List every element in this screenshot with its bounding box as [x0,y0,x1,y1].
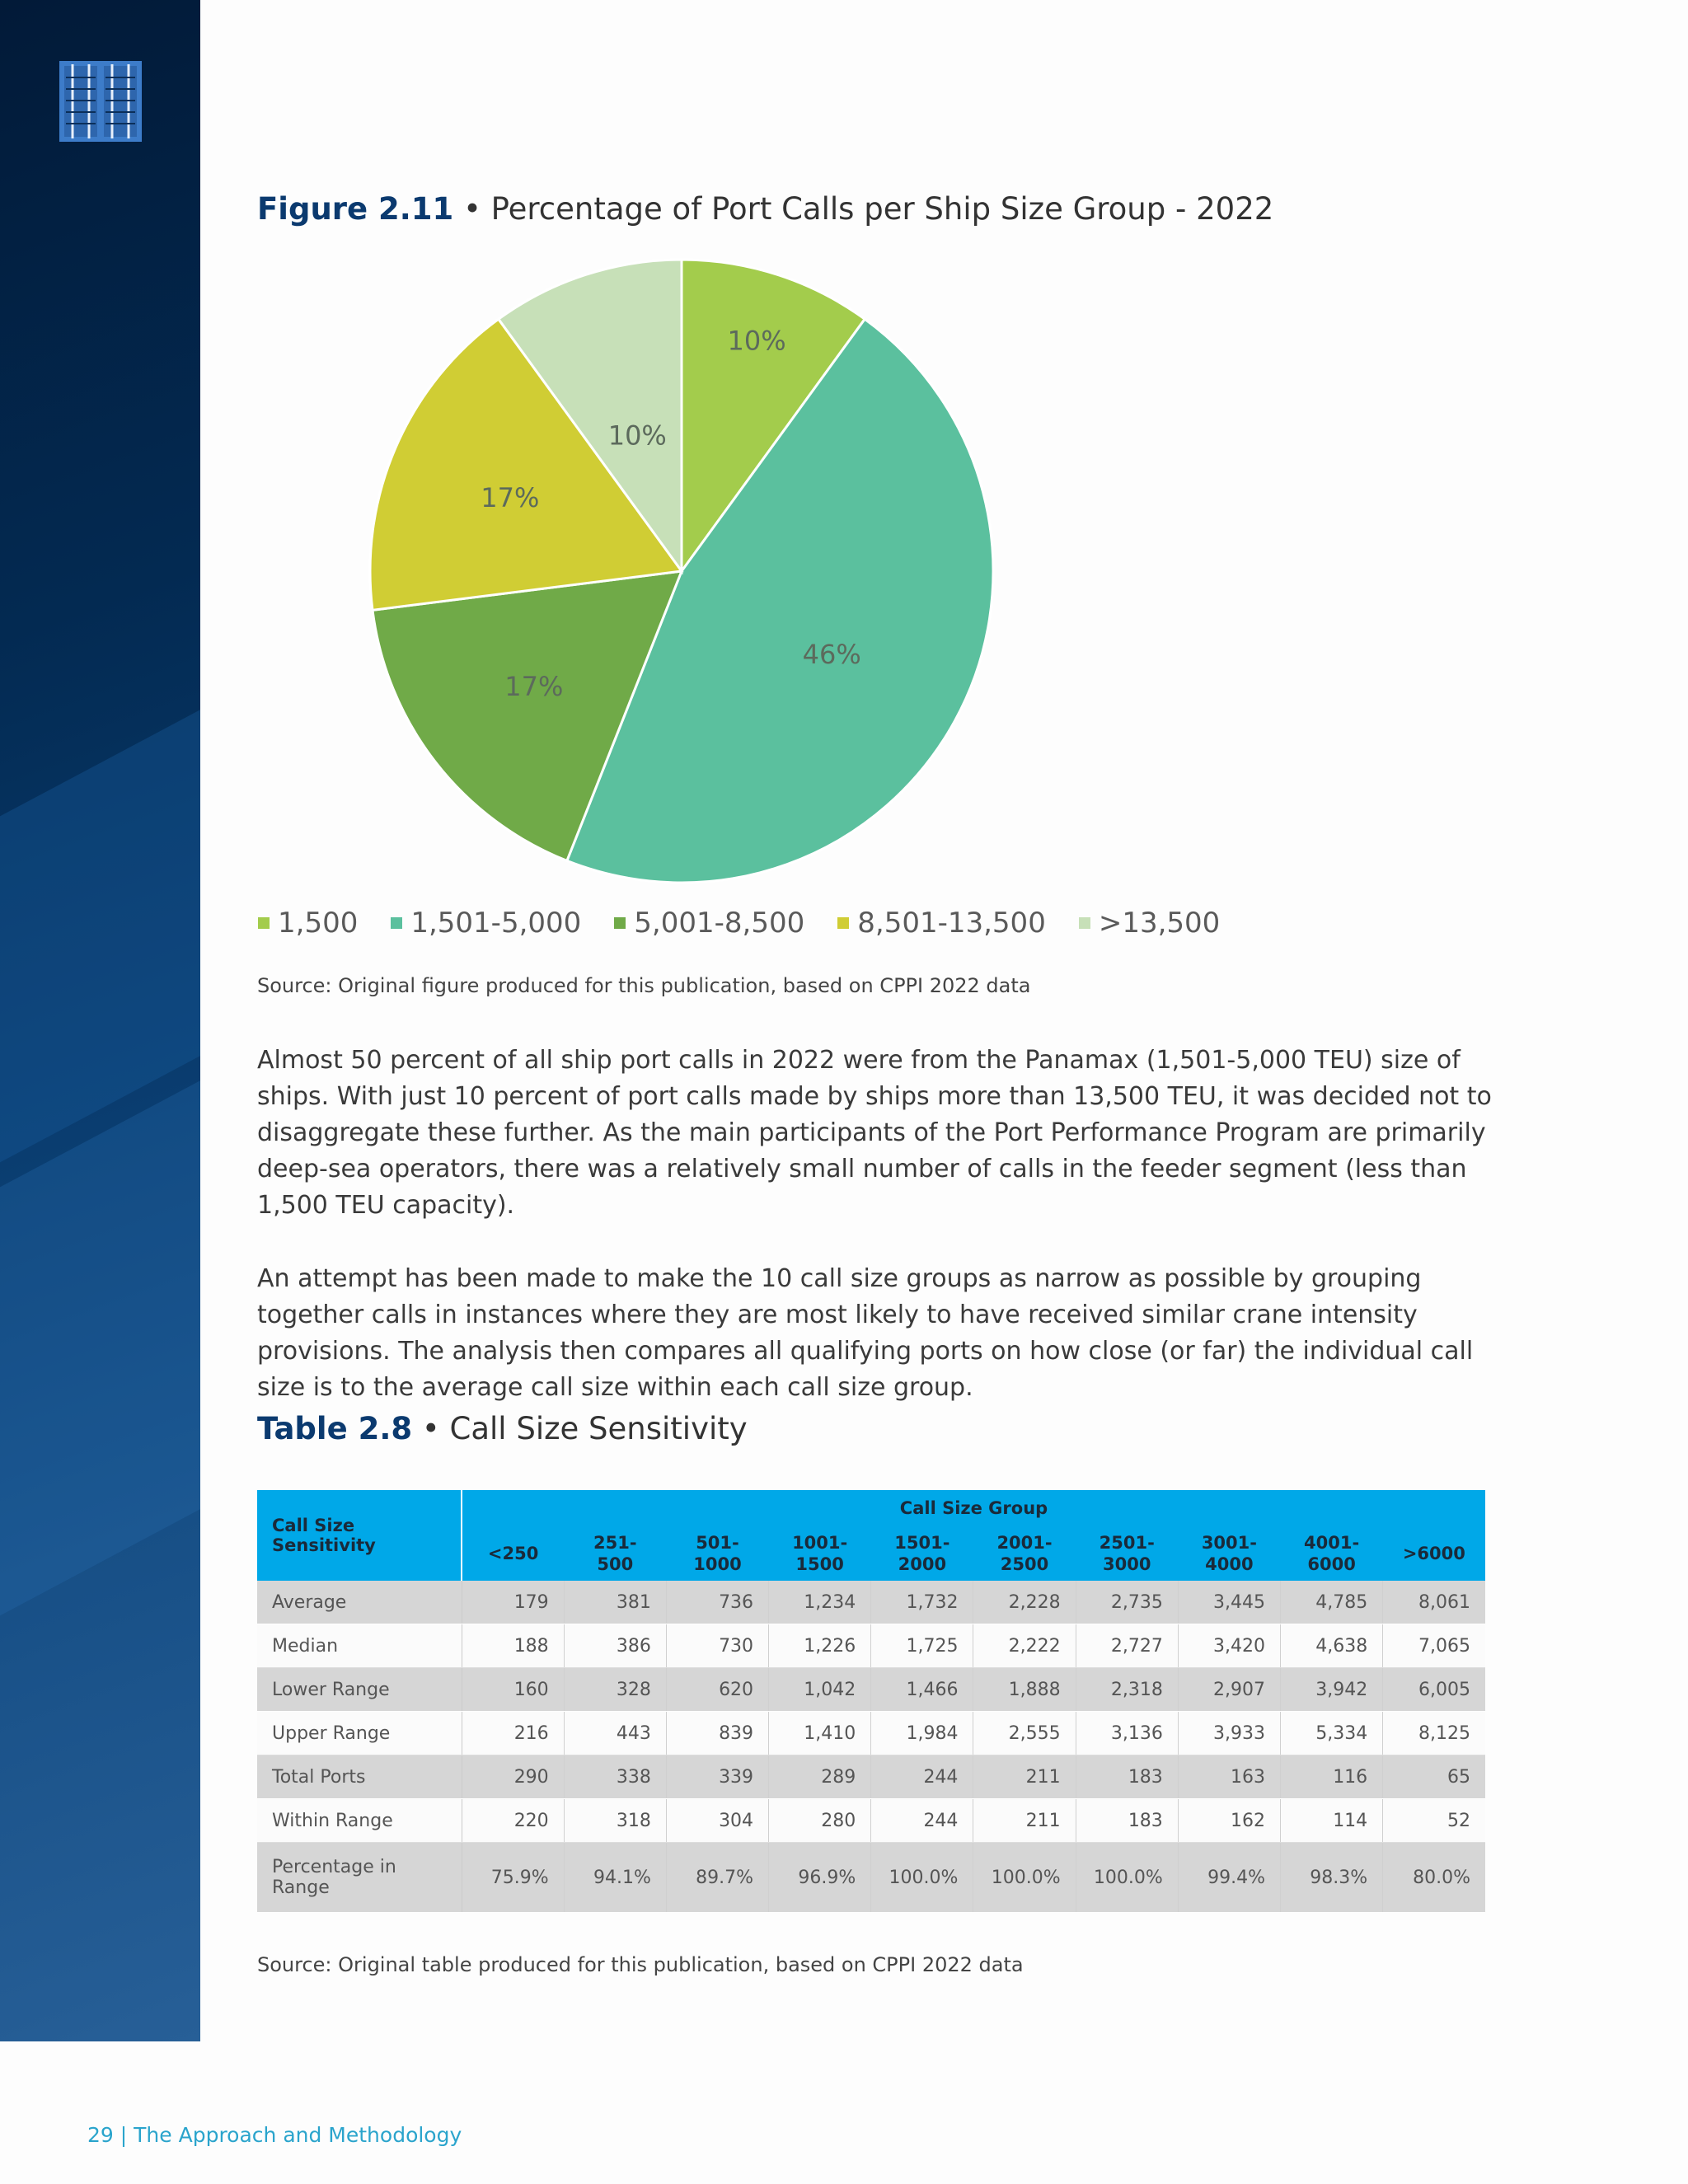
page-number: 29 [87,2123,114,2147]
table-cell: 2,735 [1076,1581,1178,1624]
table-cell: 1,226 [769,1624,871,1668]
legend-swatch [837,917,849,929]
table-cell: 116 [1281,1755,1383,1799]
footer-section: The Approach and Methodology [134,2123,462,2147]
table-source: Source: Original table produced for this publication, based on CPPI 2022 data [257,1953,1024,1976]
pie-slice-label: 17% [504,671,564,703]
table-cell: 4,638 [1281,1624,1383,1668]
table-row [257,1581,1485,1624]
table-cell: 2,222 [973,1624,1076,1668]
table-cell: 5,334 [1281,1712,1383,1755]
table-cell: 1,234 [769,1581,871,1624]
column-header: 251- 500 [564,1526,666,1581]
table-cell: 94.1% [564,1843,666,1913]
table-cell: 80.0% [1383,1843,1485,1913]
table-cell: 1,732 [871,1581,973,1624]
table-cell: 290 [462,1755,564,1799]
row-label: Lower Range [257,1668,462,1712]
table-cell: 730 [666,1624,768,1668]
column-header: 4001- 6000 [1281,1526,1383,1581]
legend-swatch [1079,917,1090,929]
table-cell: 244 [871,1799,973,1843]
table-cell: 620 [666,1668,768,1712]
legend-item [1079,907,1220,940]
table-cell: 100.0% [973,1843,1076,1913]
legend-label: 1,501-5,000 [410,907,582,940]
legend-item [614,907,804,940]
table-cell: 244 [871,1755,973,1799]
sidebar-banner [0,0,200,2041]
row-header: Call Size Sensitivity [257,1490,462,1581]
call-size-table [257,1490,1485,1913]
table-bullet: • [421,1411,440,1446]
table-cell: 220 [462,1799,564,1843]
table-cell: 386 [564,1624,666,1668]
table-cell: 162 [1178,1799,1280,1843]
table-cell: 183 [1076,1799,1178,1843]
legend-item [391,907,581,940]
table-cell: 6,005 [1383,1668,1485,1712]
row-label: Total Ports [257,1755,462,1799]
column-header: <250 [462,1526,564,1581]
table-row [257,1843,1485,1913]
table-title [257,1411,748,1446]
table-cell: 1,042 [769,1668,871,1712]
row-label: Percentage in Range [257,1843,462,1913]
figure-label: Figure 2.11 [257,191,454,227]
table-cell: 1,984 [871,1712,973,1755]
chart-legend [258,907,1220,940]
table-cell: 2,555 [973,1712,1076,1755]
pie-slice-label: 10% [727,325,786,357]
table-cell: 216 [462,1712,564,1755]
legend-label: 5,001-8,500 [634,907,805,940]
table-cell: 100.0% [1076,1843,1178,1913]
legend-label: 8,501-13,500 [857,907,1046,940]
group-header: Call Size Group [462,1490,1485,1526]
table-row [257,1799,1485,1843]
table-cell: 289 [769,1755,871,1799]
table-cell: 163 [1178,1755,1280,1799]
table-cell: 381 [564,1581,666,1624]
legend-swatch [258,917,270,929]
table-cell: 211 [973,1755,1076,1799]
table-cell: 8,125 [1383,1712,1485,1755]
figure-title-text: Percentage of Port Calls per Ship Size Group - 2022 [490,191,1274,227]
column-header: 501- 1000 [666,1526,768,1581]
table-cell: 96.9% [769,1843,871,1913]
table-cell: 3,445 [1178,1581,1280,1624]
table-cell: 52 [1383,1799,1485,1843]
table-cell: 736 [666,1581,768,1624]
table-cell: 2,907 [1178,1668,1280,1712]
table-cell: 188 [462,1624,564,1668]
legend-swatch [614,917,626,929]
legend-item [837,907,1046,940]
column-header: 2501- 3000 [1076,1526,1178,1581]
table-cell: 3,942 [1281,1668,1383,1712]
legend-item [258,907,358,940]
column-header: 1001- 1500 [769,1526,871,1581]
table-row [257,1668,1485,1712]
table-row [257,1755,1485,1799]
table-cell: 65 [1383,1755,1485,1799]
table-cell: 1,725 [871,1624,973,1668]
row-label: Median [257,1624,462,1668]
table-cell: 3,420 [1178,1624,1280,1668]
paragraph: Almost 50 percent of all ship port calls in 2022 were from the Panamax (1,501-5,000 TEU) size of ships. With just 10 percent of port calls made by ships more than 13,500 TEU, it was decided not to disaggregate these further. As the main participants of the Port Performance Program are primarily deep-sea operators, there was a relatively small number of calls in the feeder segment (less than 1,500 TEU capacity). [257,1046,1492,1220]
column-header: >6000 [1383,1526,1485,1581]
table-cell: 3,933 [1178,1712,1280,1755]
table-cell: 211 [973,1799,1076,1843]
footer-separator: | [120,2123,128,2147]
table-cell: 89.7% [666,1843,768,1913]
table-cell: 179 [462,1581,564,1624]
figure-source: Source: Original figure produced for this publication, based on CPPI 2022 data [257,974,1031,997]
table-title-text: Call Size Sensitivity [449,1411,748,1446]
table-cell: 3,136 [1076,1712,1178,1755]
table-cell: 1,466 [871,1668,973,1712]
column-header: 3001- 4000 [1178,1526,1280,1581]
row-label: Average [257,1581,462,1624]
legend-label: >13,500 [1098,907,1221,940]
table-cell: 2,228 [973,1581,1076,1624]
table-cell: 99.4% [1178,1843,1280,1913]
figure-title [257,191,1273,227]
table-cell: 100.0% [871,1843,973,1913]
table-label: Table 2.8 [257,1411,413,1446]
container-logo-icon [59,61,142,142]
table-cell: 2,727 [1076,1624,1178,1668]
pie-slice-label: 46% [802,639,861,671]
body-text [257,1043,1493,1443]
table-cell: 304 [666,1799,768,1843]
figure-bullet: • [463,191,481,227]
table-cell: 443 [564,1712,666,1755]
pie-chart [257,247,999,890]
legend-label: 1,500 [278,907,359,940]
table-cell: 338 [564,1755,666,1799]
pie-slice-label: 17% [481,481,540,513]
paragraph: An attempt has been made to make the 10 call size groups as narrow as possible by grouping together calls in instances where they are most likely to have received similar crane intensity provisions. The analysis then compares all qualifying ports on how close (or far) the individual call size is to the average call size within each call size group. [257,1264,1474,1402]
table-cell: 160 [462,1668,564,1712]
column-header: 1501- 2000 [871,1526,973,1581]
table-row [257,1712,1485,1755]
table-cell: 318 [564,1799,666,1843]
table-cell: 114 [1281,1799,1383,1843]
table-row [257,1624,1485,1668]
column-header: 2001- 2500 [973,1526,1076,1581]
table-cell: 4,785 [1281,1581,1383,1624]
table-cell: 98.3% [1281,1843,1383,1913]
table-cell: 7,065 [1383,1624,1485,1668]
table-cell: 339 [666,1755,768,1799]
table-cell: 1,888 [973,1668,1076,1712]
table-cell: 1,410 [769,1712,871,1755]
page-footer [87,2123,462,2147]
table-cell: 183 [1076,1755,1178,1799]
row-label: Within Range [257,1799,462,1843]
legend-swatch [391,917,402,929]
row-label: Upper Range [257,1712,462,1755]
pie-slice-label: 10% [607,419,667,452]
table-cell: 328 [564,1668,666,1712]
table-cell: 2,318 [1076,1668,1178,1712]
table-cell: 75.9% [462,1843,564,1913]
table-cell: 839 [666,1712,768,1755]
table-cell: 280 [769,1799,871,1843]
table-cell: 8,061 [1383,1581,1485,1624]
